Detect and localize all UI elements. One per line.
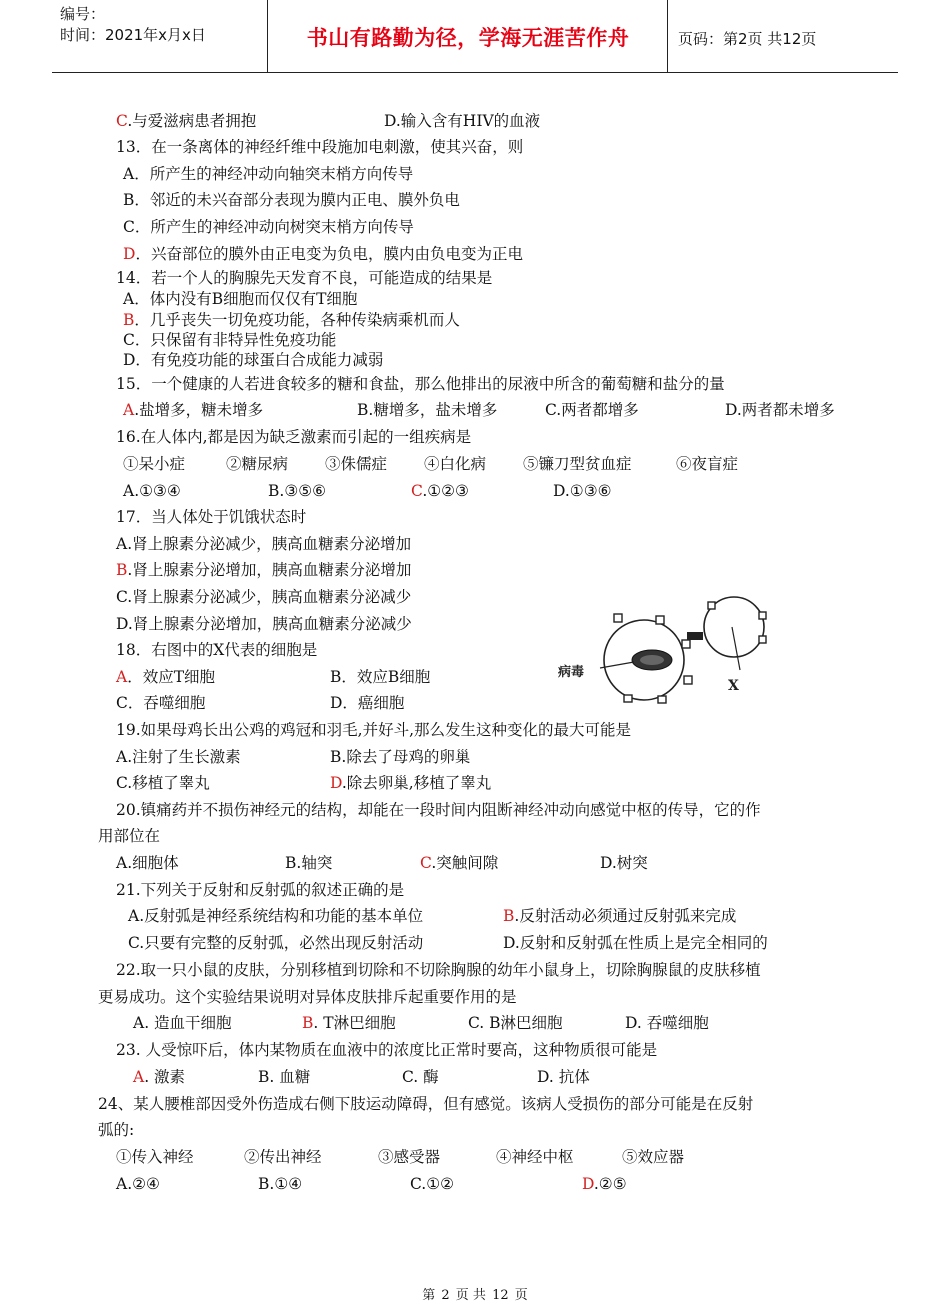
q14-option-d: D．有免疫功能的球蛋白合成能力减弱	[123, 351, 384, 369]
q22-stem-line1: 22.取一只小鼠的皮肤，分别移植到切除和不切除胸腺的幼年小鼠身上，切除胸腺鼠的皮肤移植	[116, 961, 761, 979]
q24-option-c: C.①②	[410, 1175, 455, 1193]
q24-item: ⑤效应器	[622, 1148, 685, 1166]
q13-option-c: C．所产生的神经冲动向树突末梢方向传导	[123, 218, 414, 236]
q17-stem: 17．当人体处于饥饿状态时	[116, 508, 307, 526]
q24-item: ②传出神经	[244, 1148, 322, 1166]
answer-mark: B	[123, 311, 135, 329]
q17-option-b: B.肾上腺素分泌增加，胰高血糖素分泌增加	[116, 561, 412, 579]
q18-option-c: C．吞噬细胞	[116, 694, 206, 712]
q16-option-c: C.①②③	[411, 482, 469, 500]
q19-option-d: D.除去卵巢,移植了睾丸	[330, 774, 492, 792]
answer-mark: D	[123, 245, 136, 263]
q24-option-b: B.①④	[258, 1175, 303, 1193]
q15-stem: 15．一个健康的人若进食较多的糖和食盐，那么他排出的尿液中所含的葡萄糖和盐分的量	[116, 375, 725, 393]
q16-item: ⑤镰刀型贫血症	[523, 455, 632, 473]
header-motto: 书山有路勤为径，学海无涯苦作舟	[306, 26, 630, 50]
q24-item: ①传入神经	[116, 1148, 194, 1166]
q24-stem-line1: 24、某人腰椎部因受外伤造成右侧下肢运动障碍，但有感觉。该病人受损伤的部分可能是在反射	[98, 1095, 754, 1113]
q24-option-a: A.②④	[116, 1175, 160, 1193]
q22-stem-line2: 更易成功。这个实验结果说明对异体皮肤排斥起重要作用的是	[98, 988, 517, 1006]
q13-option-d: D．兴奋部位的膜外由正电变为负电，膜内由负电变为正电	[123, 245, 523, 263]
q14-option-c: C．只保留有非特异性免疫功能	[123, 331, 337, 349]
receptor	[759, 636, 766, 643]
q18-stem: 18．右图中的X代表的细胞是	[116, 641, 318, 659]
receptor	[624, 695, 632, 702]
q18-option-b: B．效应B细胞	[330, 668, 431, 686]
q20-option-c: C.突触间隙	[420, 854, 499, 872]
q16-item: ③侏儒症	[325, 455, 388, 473]
q22-option-b: B. T淋巴细胞	[302, 1014, 396, 1032]
virus-label: 病毒	[558, 665, 585, 680]
q22-option-c: C. B淋巴细胞	[468, 1014, 563, 1032]
q23-option-b: B. 血糖	[258, 1068, 311, 1086]
q19-option-a: A.注射了生长激素	[116, 748, 241, 766]
q21-option-d: D.反射和反射弧在性质上是完全相同的	[503, 934, 768, 952]
q23-option-d: D. 抗体	[537, 1068, 590, 1086]
q17-option-c: C.肾上腺素分泌减少，胰高血糖素分泌减少	[116, 588, 412, 606]
receptor	[682, 640, 690, 648]
footer-total: 12	[492, 1288, 509, 1303]
q24-option-d: D.②⑤	[582, 1175, 627, 1193]
q14-option-b: B．几乎丧失一切免疫功能，各种传染病乘机而人	[123, 311, 460, 329]
virus-cell-diagram	[556, 594, 776, 704]
receptor	[684, 676, 692, 684]
answer-mark: B	[116, 561, 128, 579]
q16-option-d: D.①③⑥	[553, 482, 612, 500]
q21-option-a: A.反射弧是神经系统结构和功能的基本单位	[128, 907, 424, 925]
q12-option-c: C.与爱滋病患者拥抱	[116, 112, 257, 130]
footer-suffix: 页	[514, 1288, 528, 1303]
q21-option-c: C.只要有完整的反射弧，必然出现反射活动	[128, 934, 424, 952]
q15-option-a: A.盐增多，糖未增多	[123, 401, 264, 419]
q21-option-b: B.反射活动必须通过反射弧来完成	[503, 907, 737, 925]
q20-option-d: D.树突	[600, 854, 648, 872]
q13-option-a: A．所产生的神经冲动向轴突末梢方向传导	[123, 165, 414, 183]
receptor	[658, 696, 666, 703]
footer-mid: 页 共	[455, 1288, 486, 1303]
q14-stem: 14．若一个人的胸腺先天发育不良，可能造成的结果是	[116, 269, 493, 287]
q19-option-b: B.除去了母鸡的卵巢	[330, 748, 471, 766]
q20-option-b: B.轴突	[285, 854, 333, 872]
virus-core	[640, 655, 664, 665]
q21-stem: 21.下列关于反射和反射弧的叙述正确的是	[116, 881, 405, 899]
q14-option-a: A．体内没有B细胞而仅仅有T细胞	[123, 290, 358, 308]
footer-page: 2	[441, 1288, 450, 1303]
q13-stem: 13．在一条离体的神经纤维中段施加电刺激，使其兴奋，则	[116, 138, 524, 156]
q18-option-d: D．癌细胞	[330, 694, 405, 712]
q16-option-a: A.①③④	[123, 482, 181, 500]
receptor	[708, 602, 715, 609]
page-header	[52, 0, 898, 73]
q16-item: ⑥夜盲症	[676, 455, 739, 473]
receptor	[656, 616, 664, 624]
q23-stem: 23. 人受惊吓后，体内某物质在血液中的浓度比正常时要高，这种物质很可能是	[116, 1041, 658, 1059]
q16-item: ②糖尿病	[226, 455, 289, 473]
header-page-label: 页码：第2页 共12页	[678, 30, 817, 48]
q24-item: ④神经中枢	[496, 1148, 574, 1166]
q16-stem: 16.在人体内,都是因为缺乏激素而引起的一组疾病是	[116, 428, 472, 446]
q24-stem-line2: 弧的:	[98, 1121, 135, 1139]
q16-option-b: B.③⑤⑥	[268, 482, 327, 500]
q22-option-d: D. 吞噬细胞	[625, 1014, 709, 1032]
q20-option-a: A.细胞体	[116, 854, 179, 872]
cell-contact	[687, 632, 703, 640]
q16-item: ①呆小症	[123, 455, 186, 473]
footer-prefix: 第	[422, 1288, 436, 1303]
q15-option-c: C.两者都增多	[545, 401, 639, 419]
header-divider	[667, 0, 668, 72]
q22-option-a: A. 造血干细胞	[133, 1014, 232, 1032]
page-footer	[0, 1284, 950, 1303]
q19-stem: 19.如果母鸡长出公鸡的鸡冠和羽毛,并好斗,那么发生这种变化的最大可能是	[116, 721, 632, 739]
header-meta	[60, 4, 268, 46]
q18-option-a: A．效应T细胞	[116, 668, 216, 686]
q24-item: ③感受器	[378, 1148, 441, 1166]
time-label: 时间：2021年x月x日	[60, 26, 206, 44]
number-label: 编号：	[60, 5, 106, 23]
q20-stem-line2: 用部位在	[98, 827, 161, 845]
q19-option-c: C.移植了睾丸	[116, 774, 210, 792]
q12-option-d: D.输入含有HIV的血液	[384, 112, 541, 130]
q16-item: ④白化病	[424, 455, 487, 473]
q17-option-d: D.肾上腺素分泌增加，胰高血糖素分泌减少	[116, 615, 412, 633]
q15-option-d: D.两者都未增多	[725, 401, 835, 419]
receptor	[759, 612, 766, 619]
receptor	[614, 614, 622, 622]
q13-option-b: B．邻近的未兴奋部分表现为膜内正电、膜外负电	[123, 191, 460, 209]
q23-option-a: A. 激素	[133, 1068, 186, 1086]
q15-option-b: B.糖增多，盐未增多	[357, 401, 498, 419]
header-divider	[267, 0, 268, 72]
q23-option-c: C. 酶	[402, 1068, 439, 1086]
x-label: X	[728, 678, 739, 694]
q20-stem-line1: 20.镇痛药并不损伤神经元的结构，却能在一段时间内阻断神经冲动向感觉中枢的传导，它的作	[116, 801, 761, 819]
q17-option-a: A.肾上腺素分泌减少，胰高血糖素分泌增加	[116, 535, 412, 553]
